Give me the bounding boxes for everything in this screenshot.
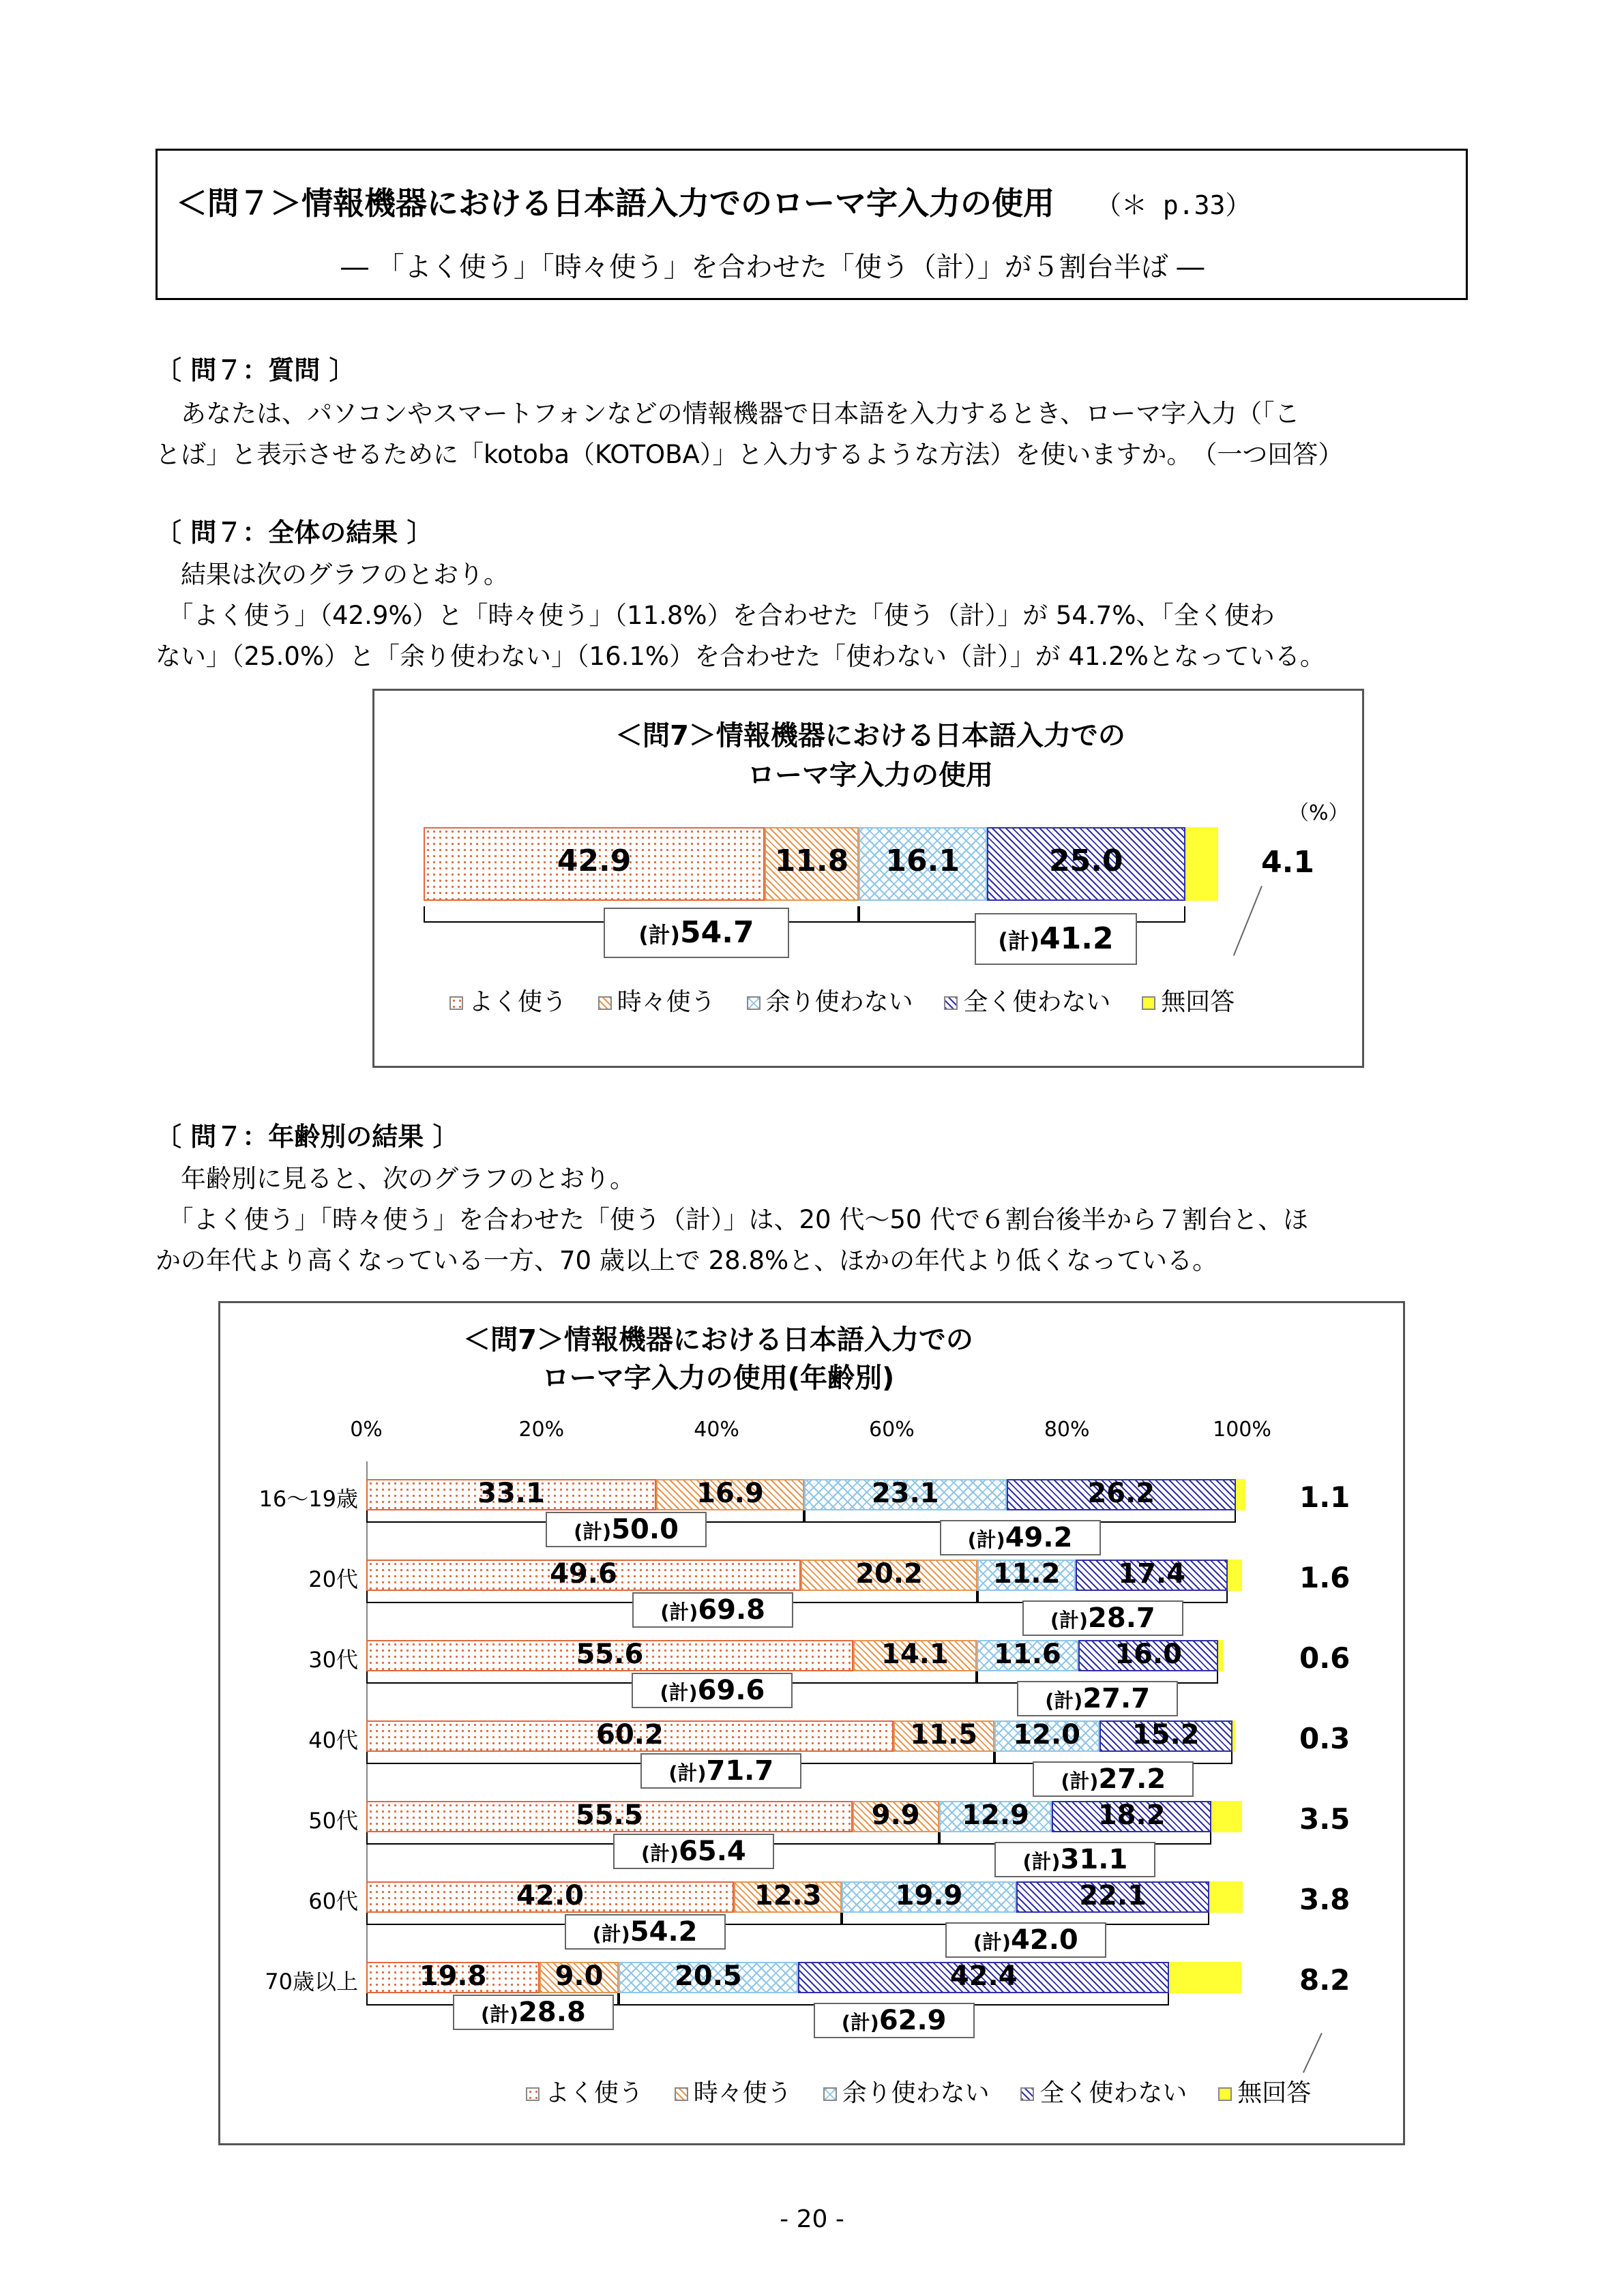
nonuse-total-box-prefix: (計) [973, 1930, 1012, 1954]
bar-value-label-amari: 16.1 [885, 844, 960, 878]
nonuse-total-box-prefix: (計) [1061, 1770, 1099, 1793]
bar-segment-toki [734, 1881, 842, 1913]
overall-chart [372, 689, 1364, 1068]
bar-segment-mu [1228, 1560, 1242, 1591]
bar-value-label-toki: 11.8 [774, 844, 849, 878]
legend-item-mu: 無回答 [1218, 2079, 1311, 2107]
bar-value-label-amari: 12.0 [1013, 1719, 1081, 1750]
bar-value-label-zen: 18.2 [1097, 1800, 1166, 1831]
overall-chart-title-line1: ＜問7＞情報機器における日本語入力での [615, 720, 1125, 751]
question-text-line2: とば」と表示させるために「kotoba（KOTOBA）」と入力するような方法）を使いますか。 （一つ回答） [156, 440, 1344, 469]
bar-segment-amari [619, 1962, 798, 1993]
bar-segment-toki [656, 1479, 804, 1510]
bar-value-label-amari: 23.1 [871, 1478, 939, 1509]
use-total-box-value: 65.4 [679, 1836, 746, 1867]
no-answer-value: 8.2 [1299, 1963, 1350, 1997]
page-reference: （＊ p.33） [1095, 190, 1252, 220]
nonuse-total-box-value: 41.2 [1039, 921, 1114, 956]
bar-value-label-zen: 42.4 [949, 1960, 1018, 1992]
nonuse-total-box [940, 1520, 1101, 1555]
nonuse-total-box-prefix: (計) [998, 929, 1040, 954]
nonuse-total-box-value: 28.7 [1088, 1602, 1155, 1634]
bar-segment-amari [977, 1560, 1076, 1591]
nonuse-total-box-value: 49.2 [1005, 1522, 1073, 1553]
nonuse-total-box-prefix: (計) [1045, 1689, 1083, 1712]
nonuse-total-box [975, 913, 1137, 965]
nonuse-total-box-prefix: (計) [1050, 1609, 1089, 1632]
bar-segment-mu [1185, 827, 1218, 901]
bar-segment-mu [1209, 1881, 1243, 1913]
bar-segment-yoku [366, 1479, 656, 1510]
legend-item-yoku: よく使う [526, 2079, 643, 2107]
bar-value-label-toki: 14.1 [881, 1639, 949, 1670]
bar-segment-zen [798, 1962, 1169, 1993]
bar-value-label-amari: 11.2 [992, 1558, 1061, 1590]
question-text-line1: あなたは、パソコンやスマートフォンなどの情報機器で日本語を入力するとき、ローマ字入力（「こ [156, 399, 1300, 428]
row-label: 40代 [308, 1727, 358, 1753]
x-tick-label: 100% [1213, 1418, 1271, 1442]
bar-value-label-zen: 15.2 [1132, 1719, 1200, 1750]
bar-value-label-mu: 4.1 [1261, 845, 1314, 880]
bar-value-label-amari: 11.6 [994, 1639, 1061, 1670]
row-label: 20代 [308, 1566, 358, 1592]
bar-value-label-yoku: 55.6 [576, 1639, 644, 1670]
bar-value-label-amari: 12.9 [962, 1800, 1029, 1831]
x-tick-label: 80% [1044, 1418, 1090, 1442]
use-total-box-prefix: (計) [640, 1842, 679, 1865]
nonuse-total-box [814, 2003, 975, 2038]
use-total-box [604, 908, 789, 958]
overall-chart-unit: （%） [1288, 801, 1349, 825]
age-text-line3: かの年代より高くなっている一方、70 歳以上で 28.8%と、ほかの年代より低くなっている。 [156, 1246, 1218, 1275]
bar-value-label-yoku: 42.9 [557, 844, 632, 878]
nonuse-total-box [945, 1922, 1106, 1958]
bar-segment-yoku [366, 1962, 540, 1993]
nonuse-total-box-value: 27.2 [1098, 1763, 1166, 1795]
legend-item-yoku: よく使う [449, 988, 567, 1016]
bar-segment-zen [1052, 1801, 1211, 1832]
bar-segment-zen [987, 827, 1186, 901]
bar-value-label-amari: 19.9 [895, 1880, 963, 1911]
use-total-box-value: 71.7 [706, 1755, 774, 1787]
bar-segment-toki [765, 827, 859, 901]
bar-segment-mu [1211, 1801, 1242, 1832]
overall-chart-legend [449, 983, 1235, 1017]
nonuse-total-box [1017, 1681, 1178, 1716]
age-chart-title-line2: ローマ字入力の使用(年齢別) [542, 1362, 895, 1394]
bar-segment-toki [853, 1640, 977, 1671]
bar-segment-yoku [366, 1560, 801, 1591]
use-total-box [546, 1512, 707, 1547]
use-total-box-prefix: (計) [660, 1681, 698, 1704]
use-total-box [453, 1995, 614, 2030]
no-answer-value: 0.6 [1299, 1641, 1350, 1675]
nonuse-total-box-prefix: (計) [967, 1528, 1005, 1551]
no-answer-value: 3.8 [1299, 1883, 1350, 1916]
legend-item-toki: 時々使う [675, 2079, 792, 2107]
bar-value-label-yoku: 49.6 [550, 1558, 617, 1590]
bar-segment-mu [1232, 1720, 1235, 1752]
bar-segment-toki [801, 1560, 977, 1591]
bar-value-label-yoku: 19.8 [419, 1960, 487, 1992]
bar-value-label-toki: 16.9 [696, 1478, 764, 1509]
row-label: 30代 [308, 1647, 358, 1673]
legend-item-zen: 全く使わない [1020, 2079, 1187, 2107]
legend-item-toki: 時々使う [598, 988, 715, 1016]
question-heading: 〔 問７：質問 〕 [156, 355, 355, 385]
no-answer-value: 3.5 [1299, 1802, 1350, 1836]
age-chart-title-line1: ＜問7＞情報機器における日本語入力での [463, 1324, 973, 1356]
bar-value-label-toki: 12.3 [754, 1880, 822, 1911]
use-total-box-prefix: (計) [574, 1520, 612, 1543]
bar-segment-amari [804, 1479, 1007, 1510]
x-tick-label: 0% [350, 1418, 383, 1442]
row-label: 50代 [308, 1808, 358, 1834]
use-total-box-value: 54.2 [630, 1916, 698, 1948]
use-total-box-prefix: (計) [592, 1922, 630, 1945]
overall-chart-title-line2: ローマ字入力の使用 [748, 760, 993, 791]
bar-segment-yoku [366, 1640, 853, 1671]
bar-value-label-yoku: 55.5 [575, 1800, 643, 1831]
legend-item-amari: 余り使わない [747, 988, 913, 1016]
row-label: 16～19歳 [259, 1486, 358, 1512]
page-subtitle: ― 「よく使う」「時々使う」を合わせた「使う（計）」が５割台半ば ― [341, 252, 1205, 283]
bar-value-label-yoku: 60.2 [596, 1719, 664, 1750]
no-answer-leader-line [1303, 2033, 1323, 2073]
no-answer-value: 1.6 [1299, 1561, 1350, 1594]
bar-segment-zen [1016, 1881, 1210, 1913]
nonuse-total-box [994, 1842, 1155, 1877]
legend-item-mu: 無回答 [1142, 988, 1235, 1016]
bar-value-label-toki: 9.9 [871, 1800, 920, 1831]
page-title: ＜問７＞情報機器における日本語入力でのローマ字入力の使用 （＊ p.33） [176, 185, 1252, 222]
bar-value-label-yoku: 33.1 [477, 1478, 545, 1509]
nonuse-total-box-value: 31.1 [1060, 1844, 1128, 1875]
bar-value-label-zen: 17.4 [1118, 1558, 1186, 1590]
bar-segment-zen [1078, 1640, 1218, 1671]
bar-value-label-toki: 9.0 [555, 1960, 604, 1992]
age-text-line2: 「よく使う」「時々使う」を合わせた「使う（計）」は、20 代～50 代で６割台後半から７割台と、ほ [156, 1205, 1309, 1234]
bar-segment-yoku [424, 827, 765, 901]
bar-segment-amari [977, 1640, 1078, 1671]
bar-segment-zen [1076, 1560, 1228, 1591]
bar-segment-yoku [366, 1801, 853, 1832]
bar-segment-yoku [366, 1720, 894, 1752]
nonuse-total-box-prefix: (計) [1022, 1850, 1061, 1873]
nonuse-total-box [1022, 1600, 1183, 1636]
legend-item-zen: 全く使わない [944, 988, 1110, 1016]
row-label: 70歳以上 [265, 1969, 358, 1995]
age-chart [218, 1301, 1405, 2145]
bar-segment-toki [853, 1801, 939, 1832]
bar-segment-mu [1236, 1479, 1245, 1510]
bar-segment-mu [1169, 1962, 1241, 1993]
bar-segment-amari [994, 1720, 1099, 1752]
nonuse-total-box-value: 42.0 [1011, 1924, 1078, 1956]
bar-value-label-yoku: 42.0 [516, 1880, 584, 1911]
x-tick-label: 40% [694, 1418, 739, 1442]
use-total-box [565, 1914, 726, 1950]
use-total-box-value: 28.8 [518, 1997, 586, 2028]
use-total-box-prefix: (計) [660, 1600, 698, 1624]
use-total-box-value: 69.8 [698, 1594, 766, 1626]
bar-value-label-toki: 11.5 [910, 1719, 978, 1750]
nonuse-total-box-value: 27.7 [1082, 1683, 1151, 1714]
use-total-box-value: 54.7 [680, 915, 754, 950]
page-number: - 20 - [780, 2205, 844, 2233]
bar-segment-zen [1099, 1720, 1232, 1752]
use-total-box [613, 1834, 774, 1869]
use-total-box [632, 1592, 793, 1628]
bar-value-label-zen: 25.0 [1048, 844, 1123, 878]
use-total-box-value: 50.0 [611, 1514, 679, 1545]
no-answer-value: 1.1 [1299, 1480, 1350, 1514]
x-tick-label: 60% [869, 1418, 915, 1442]
bar-segment-amari [842, 1881, 1016, 1913]
bar-segment-toki [894, 1720, 994, 1752]
use-total-box-prefix: (計) [638, 923, 681, 948]
no-answer-leader-line [1233, 886, 1263, 956]
nonuse-total-box-value: 62.9 [879, 2005, 947, 2036]
bar-value-label-zen: 26.2 [1087, 1478, 1155, 1509]
nonuse-total-box-prefix: (計) [841, 2011, 879, 2034]
overall-heading: 〔 問７：全体の結果 〕 [156, 518, 433, 548]
use-total-box-value: 69.6 [697, 1675, 765, 1706]
bar-value-label-zen: 22.1 [1079, 1880, 1147, 1911]
bar-value-label-amari: 20.5 [675, 1960, 742, 1992]
bar-value-label-zen: 16.0 [1114, 1639, 1182, 1670]
row-label: 60代 [308, 1888, 358, 1914]
nonuse-total-box [1033, 1761, 1194, 1797]
use-total-box-prefix: (計) [668, 1761, 707, 1785]
bar-segment-amari [859, 827, 987, 901]
age-chart-legend [526, 2074, 1311, 2108]
bar-segment-mu [1218, 1640, 1224, 1671]
age-heading: 〔 問７：年齢別の結果 〕 [156, 1122, 459, 1152]
no-answer-value: 0.3 [1299, 1722, 1350, 1755]
bar-segment-zen [1007, 1479, 1236, 1510]
overall-text-line2: 「よく使う」（42.9%）と「時々使う」（11.8%）を合わせた「使う（計）」が 54.7%、「全く使わ [156, 601, 1275, 630]
use-total-box [640, 1753, 801, 1789]
x-tick-label: 20% [518, 1418, 565, 1442]
overall-text-line1: 結果は次のグラフのとおり。 [156, 560, 509, 589]
legend-item-amari: 余り使わない [823, 2079, 990, 2107]
age-text-line1: 年齢別に見ると、次のグラフのとおり。 [156, 1164, 635, 1193]
use-total-box-prefix: (計) [480, 2003, 519, 2026]
bar-segment-yoku [366, 1881, 734, 1913]
overall-text-line3: ない」（25.0%）と「余り使わない」（16.1%）を合わせた「使わない（計）」が 41.2%となっている。 [156, 642, 1325, 671]
bar-value-label-toki: 20.2 [855, 1558, 923, 1590]
bar-segment-toki [540, 1962, 619, 1993]
bar-segment-amari [939, 1801, 1052, 1832]
use-total-box [632, 1673, 793, 1708]
